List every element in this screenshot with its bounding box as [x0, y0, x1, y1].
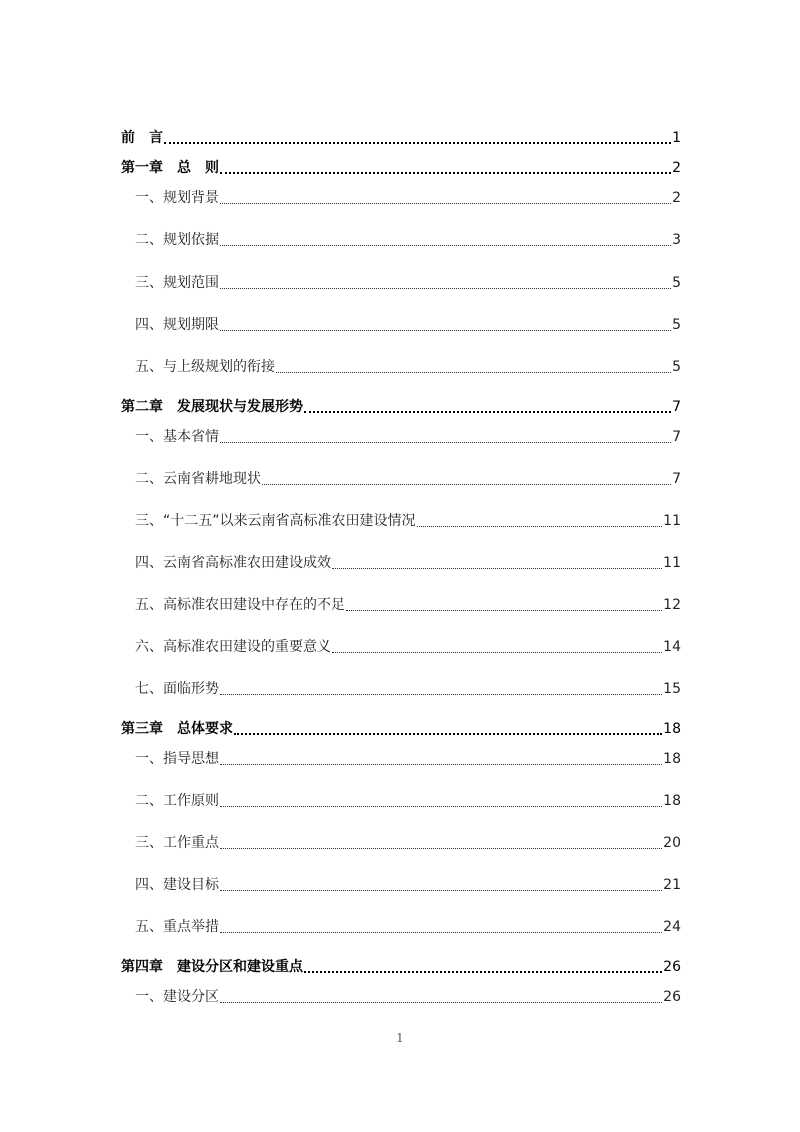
toc-entry-title: 第四章 建设分区和建设重点: [121, 959, 303, 975]
toc-entry-page-number: 12: [663, 597, 681, 613]
toc-entry-page-number: 18: [663, 751, 681, 767]
toc-entry-title: 前 言: [121, 130, 163, 146]
toc-entry-page-number: 2: [672, 190, 681, 206]
toc-section-entry[interactable]: [121, 511, 681, 531]
toc-entry-title: 四、规划期限: [135, 317, 219, 333]
dot-leader: [304, 971, 662, 973]
toc-entry-title: 四、建设目标: [135, 877, 219, 893]
toc-entry-page-number: 7: [672, 429, 681, 445]
dot-leader: [276, 372, 671, 373]
dot-leader: [220, 890, 662, 891]
dot-leader: [220, 1002, 662, 1003]
page-number-footer: 1: [396, 1031, 404, 1045]
toc-entry-page-number: 5: [672, 275, 681, 291]
toc-entry-title: 四、云南省高标准农田建设成效: [135, 555, 331, 571]
toc-entry-page-number: 7: [672, 471, 681, 487]
toc-entry-title: 第三章 总体要求: [121, 721, 233, 737]
toc-entry-page-number: 5: [672, 359, 681, 375]
toc-chapter-entry[interactable]: [121, 128, 681, 148]
toc-entry-page-number: 11: [663, 513, 681, 529]
dot-leader: [220, 288, 671, 289]
dot-leader: [220, 203, 671, 204]
toc-section-entry[interactable]: [121, 357, 681, 377]
toc-section-entry[interactable]: [121, 987, 681, 1007]
dot-leader: [220, 442, 671, 443]
dot-leader: [164, 142, 671, 144]
toc-entry-title: 一、规划背景: [135, 190, 219, 206]
dot-leader: [234, 733, 662, 735]
toc-chapter-entry[interactable]: [121, 719, 681, 739]
toc-section-entry[interactable]: [121, 553, 681, 573]
toc-entry-title: 六、高标准农田建设的重要意义: [135, 639, 331, 655]
toc-entry-title: 一、指导思想: [135, 751, 219, 767]
toc-entry-title: 七、面临形势: [135, 681, 219, 697]
toc-entry-page-number: 21: [663, 877, 681, 893]
dot-leader: [220, 932, 662, 933]
toc-entry-title: 五、重点举措: [135, 919, 219, 935]
toc-entry-page-number: 1: [672, 130, 681, 146]
toc-entry-page-number: 26: [663, 959, 681, 975]
dot-leader: [220, 245, 671, 246]
toc-section-entry[interactable]: [121, 791, 681, 811]
toc-entry-page-number: 2: [672, 160, 681, 176]
toc-entry-page-number: 11: [663, 555, 681, 571]
toc-entry-title: 第二章 发展现状与发展形势: [121, 399, 303, 415]
toc-section-entry[interactable]: [121, 917, 681, 937]
dot-leader: [220, 806, 662, 807]
toc-entry-title: 二、工作原则: [135, 793, 219, 809]
toc-entry-page-number: 26: [663, 989, 681, 1005]
dot-leader: [332, 568, 662, 569]
toc-section-entry[interactable]: [121, 469, 681, 489]
toc-entry-title: 二、规划依据: [135, 232, 219, 248]
toc-entry-title: 五、与上级规划的衔接: [135, 359, 275, 375]
toc-section-entry[interactable]: [121, 637, 681, 657]
toc-entry-title: 三、工作重点: [135, 835, 219, 851]
dot-leader: [304, 411, 671, 413]
toc-entry-page-number: 7: [672, 399, 681, 415]
toc-entry-page-number: 24: [663, 919, 681, 935]
toc-section-entry[interactable]: [121, 875, 681, 895]
toc-section-entry[interactable]: [121, 273, 681, 293]
toc-entry-page-number: 3: [672, 232, 681, 248]
toc-section-entry[interactable]: [121, 749, 681, 769]
toc-chapter-entry[interactable]: [121, 957, 681, 977]
toc-entry-page-number: 18: [663, 721, 681, 737]
toc-entry-title: 第一章 总 则: [121, 160, 219, 176]
dot-leader: [417, 526, 663, 527]
toc-entry-title: 三、规划范围: [135, 275, 219, 291]
toc-entry-title: 五、高标准农田建设中存在的不足: [135, 597, 345, 613]
toc-section-entry[interactable]: [121, 427, 681, 447]
toc-section-entry[interactable]: [121, 188, 681, 208]
dot-leader: [346, 610, 662, 611]
toc-section-entry[interactable]: [121, 230, 681, 250]
toc-entry-title: 二、云南省耕地现状: [135, 471, 261, 487]
toc-entry-page-number: 15: [663, 681, 681, 697]
toc-entry-page-number: 5: [672, 317, 681, 333]
dot-leader: [220, 694, 662, 695]
dot-leader: [332, 652, 662, 653]
dot-leader: [220, 764, 662, 765]
dot-leader: [262, 484, 671, 485]
toc-entry-page-number: 14: [663, 639, 681, 655]
toc-entry-page-number: 20: [663, 835, 681, 851]
toc-section-entry[interactable]: [121, 315, 681, 335]
toc-chapter-entry[interactable]: [121, 397, 681, 417]
toc-section-entry[interactable]: [121, 833, 681, 853]
dot-leader: [220, 330, 671, 331]
toc-section-entry[interactable]: [121, 679, 681, 699]
toc-entry-title: 一、建设分区: [135, 989, 219, 1005]
toc-chapter-entry[interactable]: [121, 158, 681, 178]
toc-entry-title: 一、基本省情: [135, 429, 219, 445]
toc-entry-page-number: 18: [663, 793, 681, 809]
dot-leader: [220, 172, 671, 174]
toc-entry-title: 三、“十二五”以来云南省高标准农田建设情况: [135, 513, 416, 529]
dot-leader: [220, 848, 662, 849]
toc-section-entry[interactable]: [121, 595, 681, 615]
